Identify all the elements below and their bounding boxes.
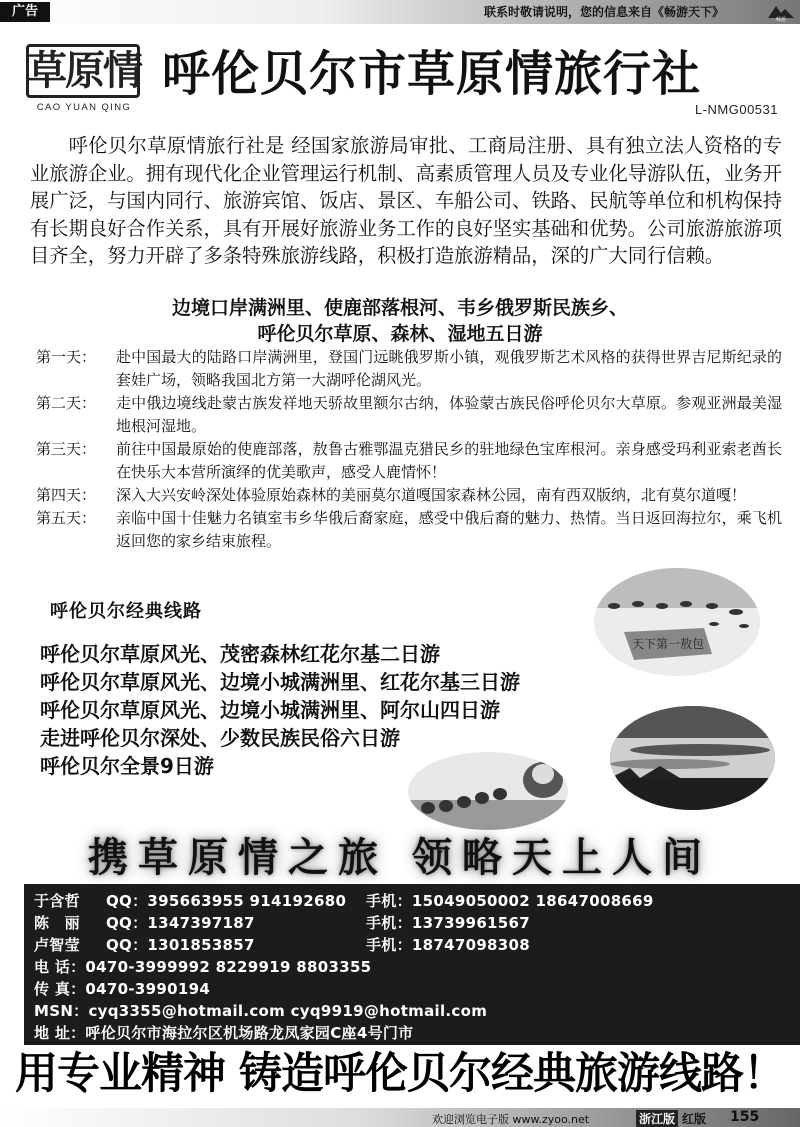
- contact-mobile: 手机：18747098308: [366, 936, 531, 954]
- day-text: 走中俄边境线赴蒙古族发祥地天骄故里额尔古纳，体验蒙古族民俗呼伦贝尔大草原。参观亚洲最美湿地根河湿地。: [116, 394, 782, 435]
- photo-matryoshka-square: [408, 752, 568, 830]
- itinerary-day: [36, 484, 788, 507]
- photo-snow-camels: [594, 568, 760, 676]
- route-item: 呼伦贝尔草原风光、边境小城满洲里、阿尔山四日游: [40, 698, 500, 722]
- agency-logo: [24, 40, 144, 116]
- intro-paragraph: 呼伦贝尔草原情旅行社是 经国家旅游局审批、工商局注册、具有独立法人资格的专业旅游企业。拥有现代化企业管理运行机制、高素质管理人员及专业化导游队伍，业务开展广泛，与国内同行、旅游宾馆、饭店、景区、车船公司、铁路、民航等单位和机构保持有长期良好合作关系，具有开展好旅游业务工作的良好坚实基础和优势。公司旅游旅游项目齐全，努力开辟了多条特殊旅游线路，积极打造旅游精品，深的广大同行信赖。: [30, 134, 782, 267]
- source-notice: 联系时敬请说明，您的信息来自《畅游天下》: [484, 5, 725, 19]
- bottom-slogan: 用专业精神 铸造呼伦贝尔经典旅游线路！: [15, 1049, 785, 1099]
- contact-fax: 传 真：0470-3990194: [34, 980, 211, 998]
- itinerary-day: [36, 346, 788, 392]
- stone-inscription: 天下第一敖包: [631, 637, 705, 651]
- license-number: L-NMG00531: [694, 102, 778, 117]
- contact-mobile: 手机：13739961567: [366, 914, 531, 932]
- footer-website: 欢迎浏览电子版 www.zyoo.net: [432, 1113, 590, 1126]
- logo-subtitle: CAO YUAN QING: [36, 102, 132, 113]
- tour-title-line2: 呼伦贝尔草原、森林、湿地五日游: [257, 323, 543, 345]
- contact-qq: QQ：395663955 914192680: [106, 892, 347, 910]
- magazine-logo-icon: [766, 2, 796, 22]
- ad-label: 广告: [0, 2, 50, 22]
- photo-forest-mist: [610, 706, 775, 810]
- day-text: 亲临中国十佳魅力名镇室韦乡华俄后裔家庭，感受中俄后裔的魅力、热情。当日返回海拉尔，乘飞机返回您的家乡结束旅程。: [116, 509, 782, 550]
- contact-person: [34, 912, 531, 933]
- contact-person: [34, 890, 654, 911]
- footer-color-edition: 红版: [682, 1112, 707, 1126]
- itinerary-day: [36, 438, 788, 484]
- contact-person: [34, 934, 531, 955]
- day-label: 第五天：: [36, 509, 97, 527]
- page-number: 155: [730, 1109, 760, 1125]
- classic-routes-heading: 呼伦贝尔经典线路: [50, 601, 202, 622]
- contact-panel: [24, 884, 800, 1045]
- day-text: 深入大兴安岭深处体验原始森林的美丽莫尔道嘎国家森林公园，南有西双版纳，北有莫尔道嘎！: [116, 486, 747, 504]
- contact-msn: MSN：cyq3355@hotmail.com cyq9919@hotmail.com: [34, 1002, 488, 1020]
- brand-text: 畅游: [775, 17, 787, 22]
- day-label: 第一天：: [36, 348, 97, 366]
- footer-edition: 浙江版: [636, 1110, 678, 1127]
- day-label: 第三天：: [36, 440, 97, 458]
- contact-address: 地 址：呼伦贝尔市海拉尔区机场路龙凤家园C座4号门市: [34, 1024, 414, 1042]
- footer-bar: [0, 1108, 800, 1127]
- itinerary-day: [36, 507, 788, 553]
- contact-name: 陈 丽: [34, 914, 80, 932]
- route-item: 呼伦贝尔草原风光、茂密森林红花尔基二日游: [40, 642, 440, 666]
- contact-mobile: 手机：15049050002 18647008669: [366, 892, 654, 910]
- day-label: 第二天：: [36, 394, 97, 412]
- route-item: 走进呼伦贝尔深处、少数民族民俗六日游: [40, 726, 400, 750]
- contact-phone: 电 话：0470-3999992 8229919 8803355: [34, 958, 372, 976]
- route-item: 呼伦贝尔草原风光、边境小城满洲里、红花尔基三日游: [40, 670, 520, 694]
- calligraphy-slogan: 携草原情之旅 领略天上人间: [88, 834, 712, 881]
- day-text: 赴中国最大的陆路口岸满洲里，登国门远眺俄罗斯小镇，观俄罗斯艺术风格的获得世界吉尼斯纪录的套娃广场，领略我国北方第一大湖呼伦湖风光。: [116, 348, 782, 389]
- agency-title: 呼伦贝尔市草原情旅行社: [162, 46, 702, 102]
- logo-chars: 草原情: [27, 48, 141, 94]
- tour-title-line1: 边境口岸满洲里、使鹿部落根河、韦乡俄罗斯民族乡、: [171, 297, 628, 319]
- contact-name: 于含哲: [34, 892, 80, 910]
- contact-qq: QQ：1347397187: [106, 914, 255, 932]
- contact-name: 卢智莹: [34, 936, 80, 954]
- day-text: 前往中国最原始的使鹿部落，敖鲁古雅鄂温克猎民乡的驻地绿色宝库根河。亲身感受玛利亚索老酋长在快乐大本营所演绎的优美歌声，感受人鹿情怀！: [116, 440, 782, 481]
- contact-qq: QQ：1301853857: [106, 936, 255, 954]
- day-label: 第四天：: [36, 486, 97, 504]
- itinerary-day: [36, 392, 788, 438]
- route-item: 呼伦贝尔全景9日游: [40, 754, 214, 778]
- itinerary: [36, 346, 788, 553]
